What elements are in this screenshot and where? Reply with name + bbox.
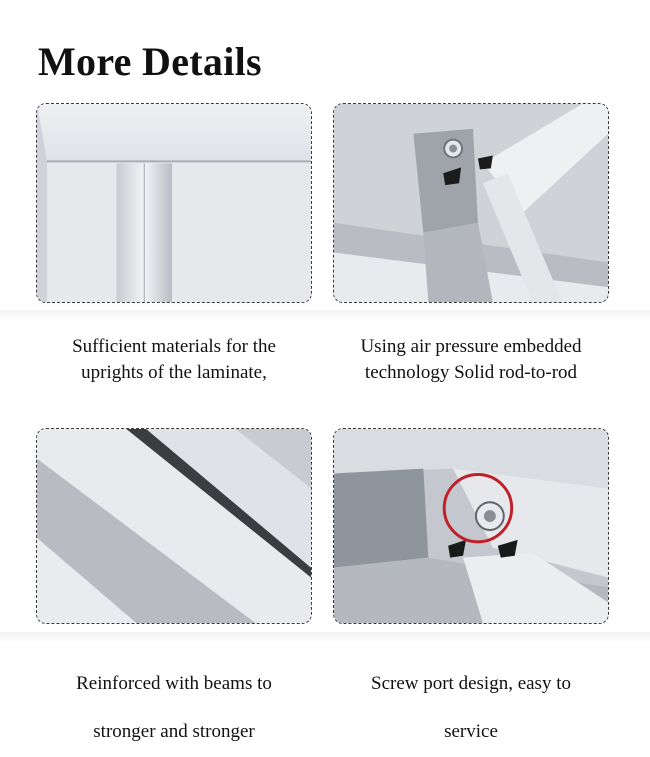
detail-image-upright [36,103,312,303]
detail-image-screw-port [333,428,609,624]
caption-beam-line1: Reinforced with beams to [76,673,272,694]
page-title: More Details [38,39,262,84]
caption-upright-line2: uprights of the laminate, [81,362,267,383]
caption-screw-line1: Screw port design, easy to [371,673,571,694]
caption-corner-line2: technology Solid rod-to-rod [364,362,578,383]
caption-beam-line2: stronger and stronger [93,721,255,742]
detail-image-corner-joint [333,103,609,303]
caption-corner-line1: Using air pressure embedded [360,336,582,357]
detail-image-beam [36,428,312,624]
caption-screw-line2: service [444,721,498,742]
caption-upright-line1: Sufficient materials for the [72,336,276,357]
